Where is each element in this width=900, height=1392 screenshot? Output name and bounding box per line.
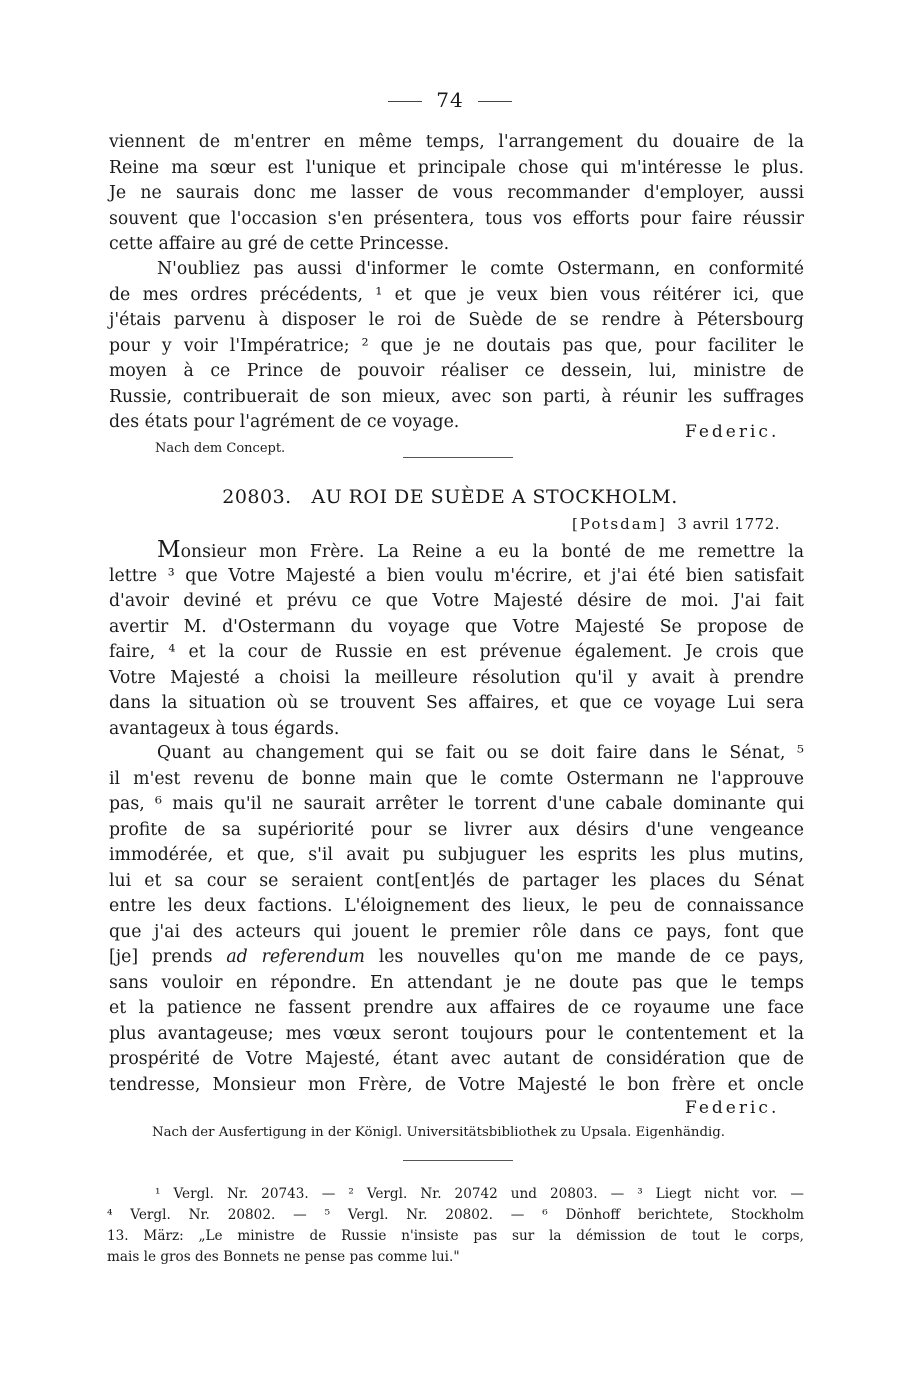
text-line: d'avoir deviné et prévu ce que Votre Majesté désire de moi. J'ai fait xyxy=(109,591,804,611)
salutation-initial: M xyxy=(157,537,181,563)
second-paragraph xyxy=(109,257,804,436)
text-line: souvent que l'occasion s'en présentera, tous vos efforts pour faire réussir xyxy=(109,208,804,229)
text-line: lui et sa cour se seraient cont[ent]és de partager les places du Sénat xyxy=(109,870,804,891)
text-line: dans la situation où se trouvent Ses affaires, et que ce voyage Lui sera xyxy=(109,693,804,713)
page-number-dash-right xyxy=(478,101,512,102)
letter-title: AU ROI DE SUÈDE A STOCKHOLM. xyxy=(311,486,678,508)
letter-source-note: Nach der Ausfertigung in der Königl. Universitätsbibliothek zu Upsala. Eigenhändig. xyxy=(152,1125,725,1140)
text-line-post: les nouvelles qu'on me mande de ce pays, xyxy=(364,947,804,967)
footnote-line: ¹ Vergl. Nr. 20743. — ² Vergl. Nr. 20742 und 20803. — ³ Liegt nicht vor. — xyxy=(155,1186,804,1202)
text-line: des états pour l'agrément de ce voyage. xyxy=(109,412,460,432)
footnote-divider xyxy=(403,1160,513,1161)
source-note: Nach dem Concept. xyxy=(155,441,286,456)
text-line: viennent de m'entrer en même temps, l'arrangement du douaire de la xyxy=(109,132,804,152)
text-line: profite de sa supériorité pour se livrer aux désirs d'une vengeance xyxy=(109,819,804,840)
italic-phrase: ad referendum xyxy=(226,947,365,967)
text-line: avantageux à tous égards. xyxy=(109,718,340,739)
text-line: lettre ³ que Votre Majesté a bien voulu m'écrire, et j'ai été bien satisfait xyxy=(109,565,804,586)
letter-heading xyxy=(0,486,900,508)
text-line xyxy=(109,538,804,564)
letter-signature: Federic. xyxy=(685,1098,780,1118)
text-line: faire, ⁴ et la cour de Russie en est prévenue également. Je crois que xyxy=(109,642,804,662)
text-line: sans vouloir en répondre. En attendant je ne doute pas que le temps xyxy=(109,972,804,993)
text-line: il m'est revenu de bonne main que le comte Ostermann ne l'approuve xyxy=(109,768,804,789)
page-number-text: 74 xyxy=(436,88,464,112)
top-paragraph xyxy=(109,130,804,258)
text-line: Reine ma sœur est l'unique et principale chose qui m'intéresse le plus. xyxy=(109,157,804,178)
text-line: tendresse, Monsieur mon Frère, de Votre Majesté le bon frère et oncle xyxy=(109,1074,804,1095)
text-line: j'étais parvenu à disposer le roi de Suède de se rendre à Pétersbourg xyxy=(109,310,804,330)
footnotes xyxy=(107,1184,804,1268)
page-number-dash-left xyxy=(388,101,422,102)
text-line: de mes ordres précédents, ¹ et que je veux bien vous réitérer ici, que xyxy=(109,284,804,305)
signature: Federic. xyxy=(685,422,780,442)
letter-paragraph-2 xyxy=(109,741,804,1098)
text-line: que j'ai des acteurs qui jouent le premier rôle dans ce pays, font que xyxy=(109,921,804,942)
text-line: immodérée, et que, s'il avait pu subjuguer les esprits les plus mutins, xyxy=(109,845,804,865)
text-line: entre les deux factions. L'éloignement des lieux, le peu de connaissance xyxy=(109,896,804,916)
text-line: Votre Majesté a choisi la meilleure résolution qu'il y avait à prendre xyxy=(109,667,804,688)
letter-place: [Potsdam] xyxy=(572,515,667,533)
text-line-content: onsieur mon Frère. La Reine a eu la bonté de me remettre la xyxy=(180,542,804,562)
letter-number: 20803. xyxy=(222,486,292,508)
text-line xyxy=(109,945,804,971)
footnote-line: ⁴ Vergl. Nr. 20802. — ⁵ Vergl. Nr. 20802. — ⁶ Dönhoff berichtete, Stockholm xyxy=(107,1207,804,1223)
text-line: N'oubliez pas aussi d'informer le comte Ostermann, en conformité xyxy=(157,259,804,279)
text-line: Quant au changement qui se fait ou se doit faire dans le Sénat, ⁵ xyxy=(157,743,804,763)
text-line-pre: [je] prends xyxy=(109,947,227,967)
text-line: prospérité de Votre Majesté, étant avec autant de considération que de xyxy=(109,1049,804,1069)
text-line: avertir M. d'Ostermann du voyage que Votre Majesté Se propose de xyxy=(109,616,804,637)
footnote-line: 13. März: „Le ministre de Russie n'insiste pas sur la démission de tout le corps, xyxy=(107,1228,804,1244)
footnote-line: mais le gros des Bonnets ne pense pas comme lui." xyxy=(107,1249,460,1265)
text-line: cette affaire au gré de cette Princesse. xyxy=(109,234,450,254)
text-line: pas, ⁶ mais qu'il ne saurait arrêter le torrent d'une cabale dominante qui xyxy=(109,794,804,814)
letter-date: 3 avril 1772. xyxy=(677,515,780,533)
text-line: moyen à ce Prince de pouvoir réaliser ce dessein, lui, ministre de xyxy=(109,361,804,381)
text-line: Je ne saurais donc me lasser de vous recommander d'employer, aussi xyxy=(109,183,804,203)
page-number xyxy=(0,88,900,112)
text-line: et la patience ne fassent prendre aux affaires de ce royaume une face xyxy=(109,998,804,1018)
letter-paragraph-1 xyxy=(109,538,804,742)
section-divider xyxy=(403,457,513,458)
letter-dateline xyxy=(572,515,780,533)
text-line: pour y voir l'Impératrice; ² que je ne doutais pas que, pour faciliter le xyxy=(109,335,804,356)
text-line: plus avantageuse; mes vœux seront toujours pour le contentement et la xyxy=(109,1023,804,1044)
text-line: Russie, contribuerait de son mieux, avec son parti, à réunir les suffrages xyxy=(109,386,804,407)
